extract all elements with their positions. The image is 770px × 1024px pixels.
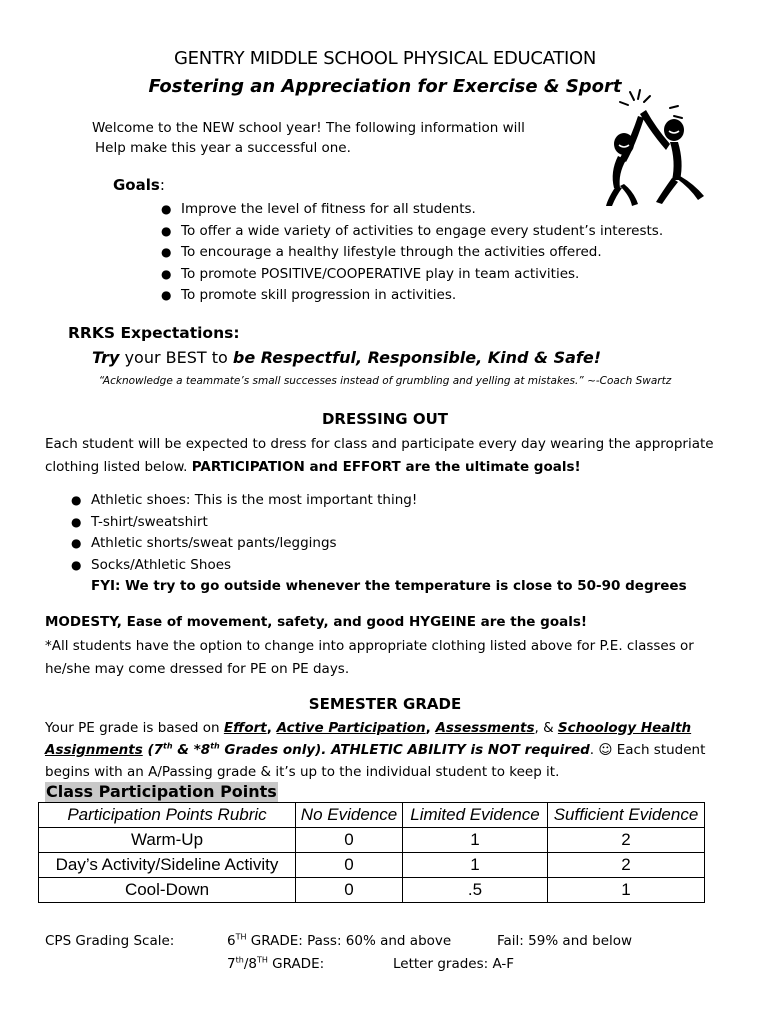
goals-heading: Goals:	[113, 176, 165, 194]
goals-list	[161, 199, 664, 307]
grade-7-8-scale: 7th/8TH GRADE:	[227, 955, 325, 972]
rubric-table	[38, 802, 705, 903]
grade-6-scale: 6TH GRADE: Pass: 60% and above	[227, 932, 452, 949]
intro-text	[92, 118, 562, 158]
list-item: ● Improve the level of fitness for all students.	[161, 201, 476, 217]
grade-7-8-letters: Letter grades: A-F	[393, 956, 515, 972]
fyi-note: FYI: We try to go outside whenever the temperature is close to 50-90 degrees	[91, 578, 687, 594]
column-header: No Evidence	[296, 803, 403, 828]
table-cell: 1	[403, 828, 548, 853]
table-cell: 0	[296, 828, 403, 853]
intro-line-2: Help make this year a successful one.	[95, 140, 351, 156]
rrks-heading: RRKS Expectations:	[68, 324, 240, 342]
list-item: ● Athletic shoes: This is the most important thing!	[71, 492, 418, 508]
list-item: ● To promote skill progression in activities.	[161, 287, 457, 303]
clothing-list	[71, 490, 418, 576]
grade-6-fail: Fail: 59% and below	[497, 933, 633, 949]
list-item: ● To offer a wide variety of activities to engage every student’s interests.	[161, 222, 664, 239]
table-cell: Warm-Up	[39, 828, 296, 853]
page-title: GENTRY MIDDLE SCHOOL PHYSICAL EDUCATION	[173, 48, 597, 69]
dressing-paragraph: Each student will be expected to dress for class and participate every day wearing the appropriate clothing listed below. PARTICIPATION and EFFORT are the ultimate goals!	[45, 436, 714, 475]
rubric-heading: Class Participation Points	[46, 782, 277, 801]
rrks-expectation: Try your BEST to be Respectful, Responsible, Kind & Safe!	[92, 348, 602, 367]
table-cell: .5	[403, 878, 548, 903]
list-item: ● To encourage a healthy lifestyle through the activities offered.	[161, 244, 602, 260]
table-cell: 0	[296, 878, 403, 903]
list-item: ● Athletic shorts/sweat pants/leggings	[71, 535, 337, 551]
column-header: Sufficient Evidence	[548, 803, 705, 828]
page-subtitle: Fostering an Appreciation for Exercise & Sport	[148, 76, 622, 97]
coach-quote: “Acknowledge a teammate’s small successes instead of grumbling and yelling at mistakes.” ~-Coach Swartz	[98, 375, 672, 387]
table-cell: 2	[548, 853, 705, 878]
semester-heading: SEMESTER GRADE	[308, 695, 462, 713]
table-cell: 0	[296, 853, 403, 878]
table-row	[39, 853, 705, 878]
table-cell: Cool-Down	[39, 878, 296, 903]
dressing-heading: DRESSING OUT	[321, 410, 448, 428]
list-item: ● Socks/Athletic Shoes	[71, 556, 232, 573]
modesty-note: MODESTY, Ease of movement, safety, and good HYGEINE are the goals!	[45, 614, 588, 630]
table-cell: 1	[403, 853, 548, 878]
table-header-row	[39, 803, 705, 828]
dancers-clipart	[600, 88, 710, 210]
column-header: Participation Points Rubric	[39, 803, 296, 828]
list-item: ● To promote POSITIVE/COOPERATIVE play in team activities.	[161, 265, 580, 282]
table-cell: Day’s Activity/Sideline Activity	[39, 853, 296, 878]
table-cell: 1	[548, 878, 705, 903]
column-header: Limited Evidence	[403, 803, 548, 828]
table-row	[39, 878, 705, 903]
grade-paragraph: Your PE grade is based on Effort, Active Participation, Assessments, & Schoology Health Assignments (7th & *8th Grades only). ATHLETIC ABILITY is NOT required. ☺ Each student begins with an A/Passing grade & it’s up to the individual student to keep it.	[45, 720, 706, 780]
list-item: ● T-shirt/sweatshirt	[71, 513, 208, 530]
clothing-option-note: *All students have the option to change into appropriate clothing listed above for P.E. classes or he/she may come dressed for PE on PE days.	[45, 638, 694, 677]
table-cell: 2	[548, 828, 705, 853]
table-row	[39, 828, 705, 853]
intro-line-1: Welcome to the NEW school year! The following information will	[92, 120, 525, 136]
grading-scale-label: CPS Grading Scale:	[45, 933, 175, 949]
